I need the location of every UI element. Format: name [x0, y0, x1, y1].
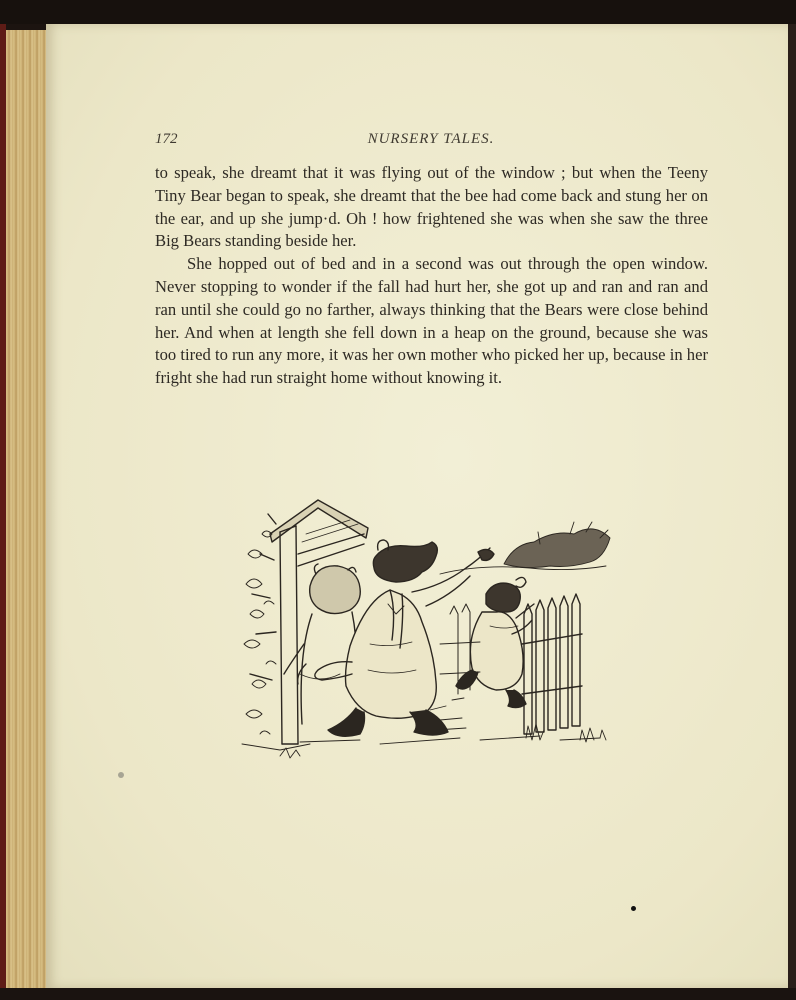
paragraph: to speak, she dreamt that it was flying out of the window ; but when the Teeny Tiny Bear began to speak, she dreamt that the bee had come back and stung her on the ear, and up she jump·d. Oh ! how frightened she was when she saw the three Big Bears standing beside her.: [155, 163, 708, 251]
page-number: 172: [155, 131, 178, 147]
scan-background-right: [788, 24, 796, 1000]
paper-speck: [118, 772, 124, 778]
background-trees: [440, 522, 610, 574]
ivy: [242, 531, 310, 750]
paragraph: She hopped out of bed and in a second was out through the open window. Never stopping to wonder if the fall had hurt her, she got up and ran and ran and ran until she could go no farther, always thinking that the Bears were close behind her. And when at length she fell down in a heap on the ground, because she was too tired to run any more, it was her own mother who picked her up, because in her fright she had run straight home without knowing it.: [155, 254, 708, 388]
page-header: [155, 131, 707, 153]
running-title: NURSERY TALES.: [367, 131, 495, 147]
body-text: [155, 162, 708, 390]
paper-speck: [631, 906, 636, 911]
scan-background-top: [0, 0, 796, 24]
scan-background-bottom: [0, 988, 796, 1000]
mother-bear: [284, 564, 360, 724]
three-bears-illustration: [240, 494, 615, 766]
page-edges: [6, 30, 47, 992]
